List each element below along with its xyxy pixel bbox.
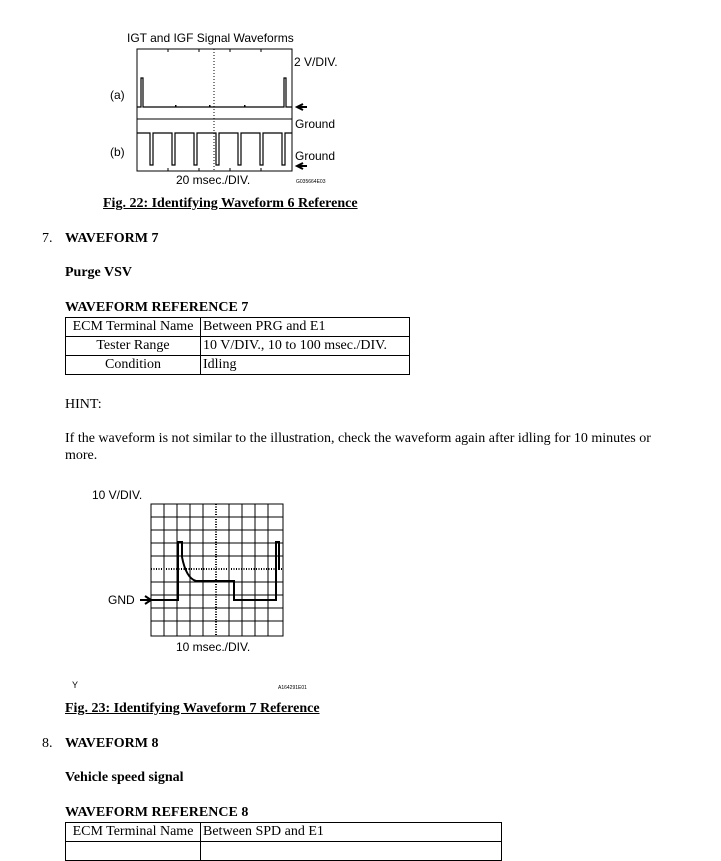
table-cell-label: ECM Terminal Name	[66, 318, 201, 337]
section7-table-title: WAVEFORM REFERENCE 7	[65, 300, 249, 315]
fig23-code: A164291E01	[278, 685, 307, 691]
section8-subtitle: Vehicle speed signal	[65, 770, 184, 785]
table-cell-value	[201, 842, 502, 861]
fig22-code: G035664E03	[296, 179, 326, 185]
hint-label: HINT:	[65, 397, 102, 412]
fig22-ground-arrow-b	[297, 163, 307, 169]
fig22-ground-b: Ground	[295, 149, 336, 163]
section8-number: 8.	[42, 736, 53, 751]
figure-22-waveform	[0, 0, 721, 200]
fig22-time-scale: 20 msec./DIV.	[176, 173, 251, 187]
fig23-waveform	[151, 542, 279, 600]
fig22-label-b: (b)	[110, 145, 125, 159]
fig22-label-a: (a)	[110, 88, 125, 102]
waveform-reference-8-table	[65, 822, 502, 861]
fig22-caption: Fig. 22: Identifying Waveform 6 Reference	[103, 196, 358, 211]
hint-text-line1: If the waveform is not similar to the illustration, check the waveform again after idling for 10 minutes or	[65, 431, 651, 446]
figure-23-waveform	[0, 480, 721, 700]
table-cell-value: 10 V/DIV., 10 to 100 msec./DIV.	[201, 337, 410, 356]
table-cell-label: Condition	[66, 356, 201, 375]
table-cell-value: Between PRG and E1	[201, 318, 410, 337]
fig23-gnd-arrow	[140, 596, 151, 604]
fig23-time-scale: 10 msec./DIV.	[176, 640, 251, 654]
table-row	[66, 318, 410, 337]
section8-title: WAVEFORM 8	[65, 736, 159, 751]
section7-subtitle: Purge VSV	[65, 265, 133, 280]
table-row	[66, 356, 410, 375]
section7-title: WAVEFORM 7	[65, 231, 159, 246]
fig22-ground-arrow-a	[297, 104, 307, 110]
fig22-volt-scale: 2 V/DIV.	[294, 55, 338, 69]
table-row	[66, 337, 410, 356]
waveform-reference-7-table	[65, 317, 410, 375]
section7-number: 7.	[42, 231, 53, 246]
table-cell-label: ECM Terminal Name	[66, 823, 201, 842]
fig23-volt-scale: 10 V/DIV.	[92, 488, 143, 502]
table-cell-label	[66, 842, 201, 861]
fig22-ground-a: Ground	[295, 117, 336, 131]
fig23-corner-mark: Y	[72, 680, 79, 690]
table-cell-value: Idling	[201, 356, 410, 375]
table-cell-label: Tester Range	[66, 337, 201, 356]
section8-table-title: WAVEFORM REFERENCE 8	[65, 805, 249, 820]
table-row	[66, 842, 502, 861]
hint-text-line2: more.	[65, 448, 98, 463]
fig23-caption: Fig. 23: Identifying Waveform 7 Reference	[65, 701, 320, 716]
fig22-title: IGT and IGF Signal Waveforms	[127, 31, 294, 45]
fig23-gnd-label: GND	[108, 593, 135, 607]
table-cell-value: Between SPD and E1	[201, 823, 502, 842]
table-row	[66, 823, 502, 842]
